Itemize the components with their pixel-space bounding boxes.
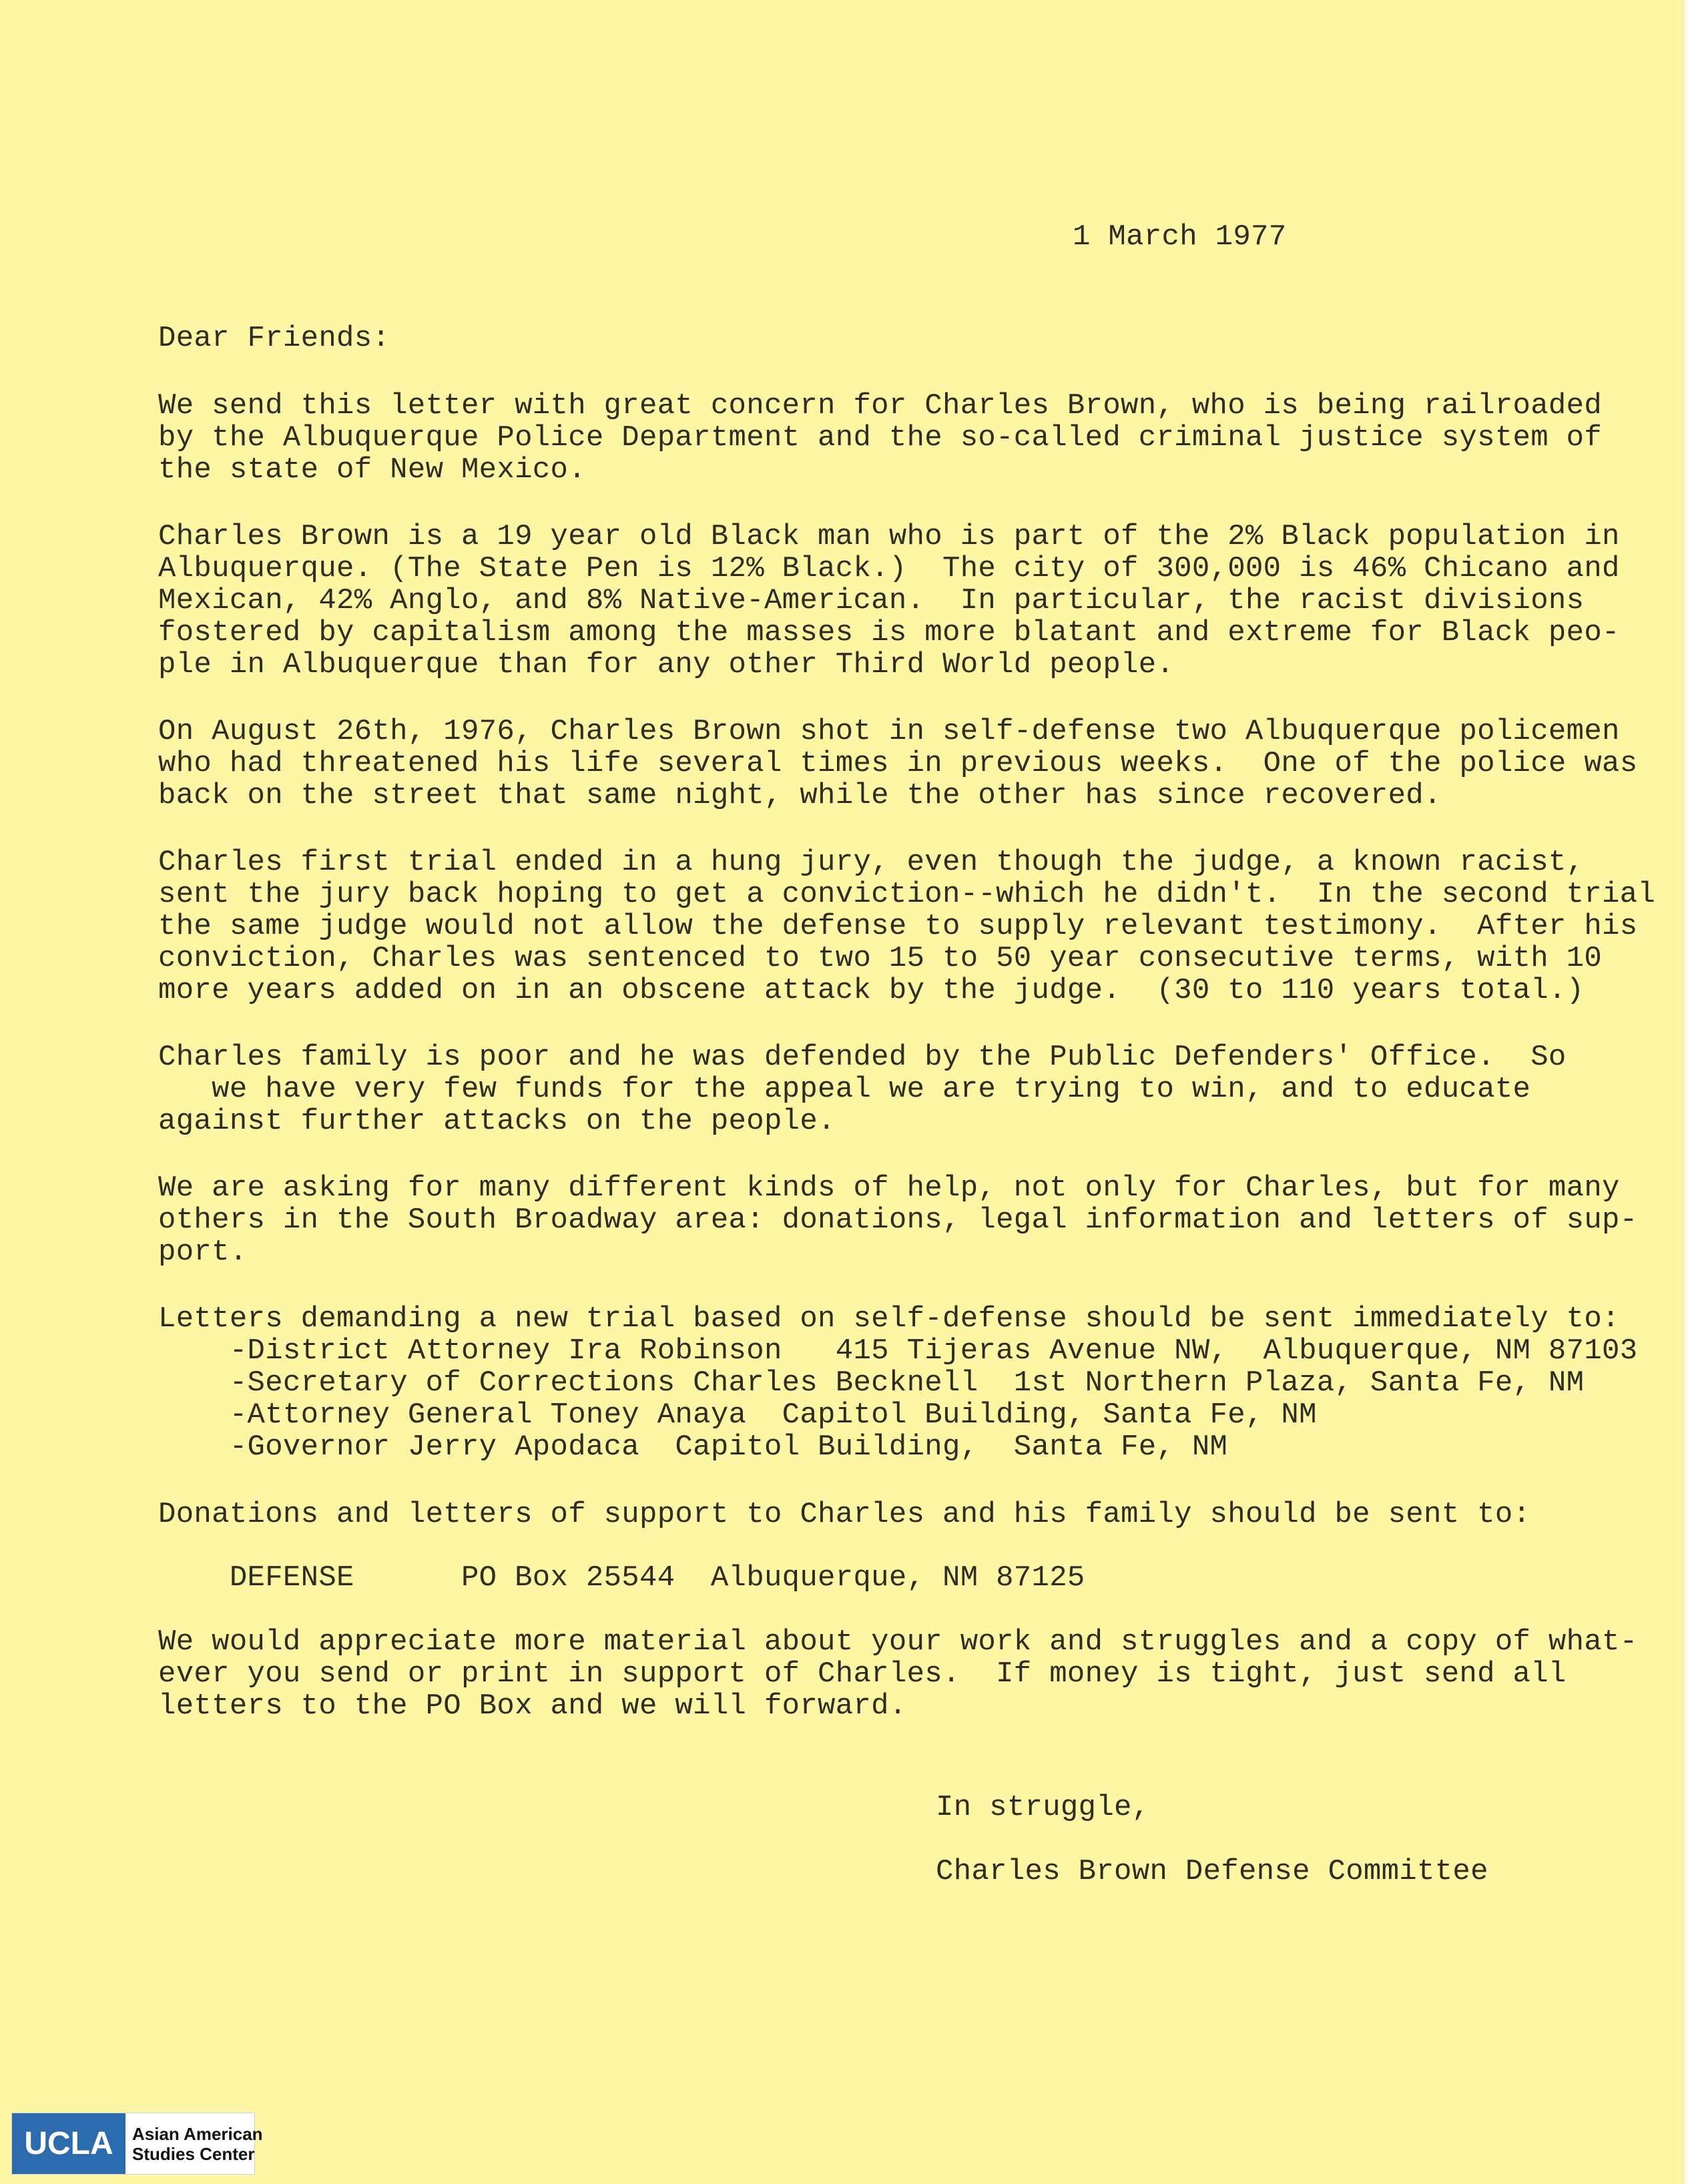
defense-address: DEFENSE PO Box 25544 Albuquerque, NM 87125 [158,1561,1085,1595]
salutation: Dear Friends: [158,322,390,355]
paragraph-line: Charles Brown is a 19 year old Black man who is part of the 2% Black population in [158,520,1620,553]
paragraph-line: others in the South Broadway area: donations, legal information and letters of sup- [158,1203,1638,1237]
paragraph-line: Charles first trial ended in a hung jury, even though the judge, a known racist, [158,846,1585,879]
paragraph-line: port. [158,1236,248,1269]
paragraph-line: fostered by capitalism among the masses is more blatant and extreme for Black peo- [158,616,1620,649]
paragraph-line: letters to the PO Box and we will forward. [158,1689,907,1723]
recipient-line: -District Attorney Ira Robinson 415 Tijeras Avenue NW, Albuquerque, NM 87103 [158,1334,1638,1368]
recipient-line: -Secretary of Corrections Charles Becknell 1st Northern Plaza, Santa Fe, NM [158,1366,1585,1400]
paragraph-line: back on the street that same night, while the other has since recovered. [158,779,1442,812]
paragraph-line: On August 26th, 1976, Charles Brown shot in self-defense two Albuquerque policemen [158,715,1620,748]
paper-edge [1681,0,1688,2184]
ucla-logo-block: UCLA [12,2113,125,2174]
recipient-line: -Governor Jerry Apodaca Capitol Building, Santa Fe, NM [158,1430,1228,1464]
paragraph-line: conviction, Charles was sentenced to two 15 to 50 year consecutive terms, with 10 [158,942,1603,975]
paragraph-line: the state of New Mexico. [158,453,586,487]
paragraph-line: Mexican, 42% Anglo, and 8% Native-American. In particular, the racist divisions [158,584,1585,617]
paragraph-line: We would appreciate more material about your work and struggles and a copy of what- [158,1625,1638,1659]
closing: In struggle, [936,1791,1150,1824]
paragraph-line: we have very few funds for the appeal we are trying to win, and to educate [158,1073,1531,1106]
paragraph-8: Donations and letters of support to Charles and his family should be sent to: [158,1498,1531,1531]
logo-caption [132,2124,263,2164]
ucla-asian-american-studies-logo [11,2113,263,2175]
paragraph-line: by the Albuquerque Police Department and the so-called criminal justice system of [158,421,1603,455]
paragraph-line: sent the jury back hoping to get a conviction--which he didn't. In the second trial [158,878,1656,911]
paragraph-line: ever you send or print in support of Charles. If money is tight, just send all [158,1657,1567,1691]
paragraph-line: Charles family is poor and he was defended by the Public Defenders' Office. So [158,1041,1567,1074]
paragraph-line: who had threatened his life several times in previous weeks. One of the police was [158,747,1638,780]
letter-date: 1 March 1977 [1073,220,1287,254]
paragraph-line: ple in Albuquerque than for any other Third World people. [158,648,1175,681]
paragraph-line: more years added on in an obscene attack by the judge. (30 to 110 years total.) [158,974,1585,1007]
paragraph-line: We send this letter with great concern for Charles Brown, who is being railroaded [158,389,1603,423]
recipient-line: -Attorney General Toney Anaya Capitol Building, Santa Fe, NM [158,1398,1317,1432]
paragraph-line: the same judge would not allow the defense to supply relevant testimony. After his [158,910,1638,943]
paragraph-line: against further attacks on the people. [158,1105,836,1138]
signature: Charles Brown Defense Committee [936,1855,1488,1888]
logo-caption-line-2: Studies Center [132,2144,255,2164]
paragraph-line: Letters demanding a new trial based on self-defense should be sent immediately to: [158,1302,1620,1336]
logo-caption-line-1: Asian American [132,2124,263,2144]
paragraph-line: We are asking for many different kinds of help, not only for Charles, but for many [158,1171,1620,1205]
paragraph-line: Albuquerque. (The State Pen is 12% Black.) The city of 300,000 is 46% Chicano and [158,552,1620,585]
